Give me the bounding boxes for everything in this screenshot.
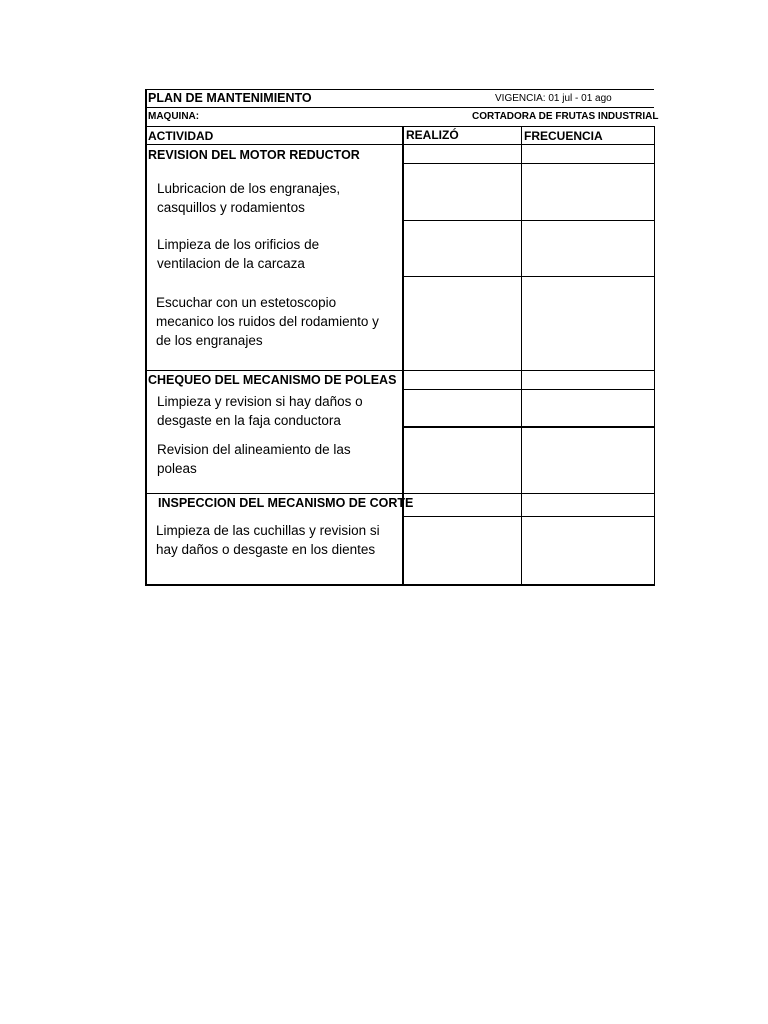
frecuencia-cell[interactable] bbox=[522, 428, 654, 493]
frecuencia-cell[interactable] bbox=[522, 145, 654, 163]
realizo-cell[interactable] bbox=[404, 277, 521, 370]
maquina-label: MAQUINA: bbox=[148, 111, 200, 122]
realizo-cell[interactable] bbox=[404, 145, 521, 163]
row-line-top bbox=[146, 89, 654, 90]
activity-item: Limpieza de los orificios de ventilacion de la carcaza bbox=[157, 237, 320, 271]
section-title-motor-reductor: REVISION DEL MOTOR REDUCTOR bbox=[148, 148, 360, 162]
row-line-maquina-bottom bbox=[146, 126, 654, 127]
frecuencia-cell[interactable] bbox=[522, 494, 654, 516]
row-line-title-bottom bbox=[146, 107, 654, 108]
column-header-realizo: REALIZÓ bbox=[406, 128, 459, 142]
frecuencia-cell[interactable] bbox=[522, 371, 654, 389]
section-title-mecanismo-corte: INSPECCION DEL MECANISMO DE CORTE bbox=[158, 496, 414, 510]
activity-item: Limpieza y revision si hay daños o desgaste en la faja conductora bbox=[157, 394, 363, 428]
col-line-left bbox=[145, 89, 147, 586]
activity-item: Lubricacion de los engranajes, casquillos y rodamientos bbox=[157, 181, 341, 215]
realizo-cell[interactable] bbox=[404, 494, 521, 516]
activity-item: Escuchar con un estetoscopio mecanico los ruidos del rodamiento y de los engranajes bbox=[156, 295, 379, 348]
col-line-right bbox=[654, 126, 655, 586]
frecuencia-cell[interactable] bbox=[522, 390, 654, 426]
row-line-bottom bbox=[146, 584, 655, 586]
form-title: PLAN DE MANTENIMIENTO bbox=[148, 91, 312, 105]
realizo-cell[interactable] bbox=[404, 428, 521, 493]
activity-item: Revision del alineamiento de las poleas bbox=[157, 442, 351, 476]
frecuencia-cell[interactable] bbox=[522, 164, 654, 220]
section-title-mecanismo-poleas: CHEQUEO DEL MECANISMO DE POLEAS bbox=[148, 373, 397, 387]
realizo-cell[interactable] bbox=[404, 164, 521, 220]
frecuencia-cell[interactable] bbox=[522, 517, 654, 584]
maquina-value: CORTADORA DE FRUTAS INDUSTRIAL bbox=[472, 111, 659, 122]
realizo-cell[interactable] bbox=[404, 517, 521, 584]
vigencia-label: VIGENCIA: 01 jul - 01 ago bbox=[495, 93, 612, 104]
frecuencia-cell[interactable] bbox=[522, 277, 654, 370]
frecuencia-cell[interactable] bbox=[522, 221, 654, 276]
column-header-frecuencia: FRECUENCIA bbox=[524, 129, 603, 143]
realizo-cell[interactable] bbox=[404, 221, 521, 276]
realizo-cell[interactable] bbox=[404, 371, 521, 389]
activity-item: Limpieza de las cuchillas y revision si hay daños o desgaste en los dientes bbox=[156, 523, 380, 557]
column-header-actividad: ACTIVIDAD bbox=[148, 129, 214, 143]
realizo-cell[interactable] bbox=[404, 390, 521, 426]
